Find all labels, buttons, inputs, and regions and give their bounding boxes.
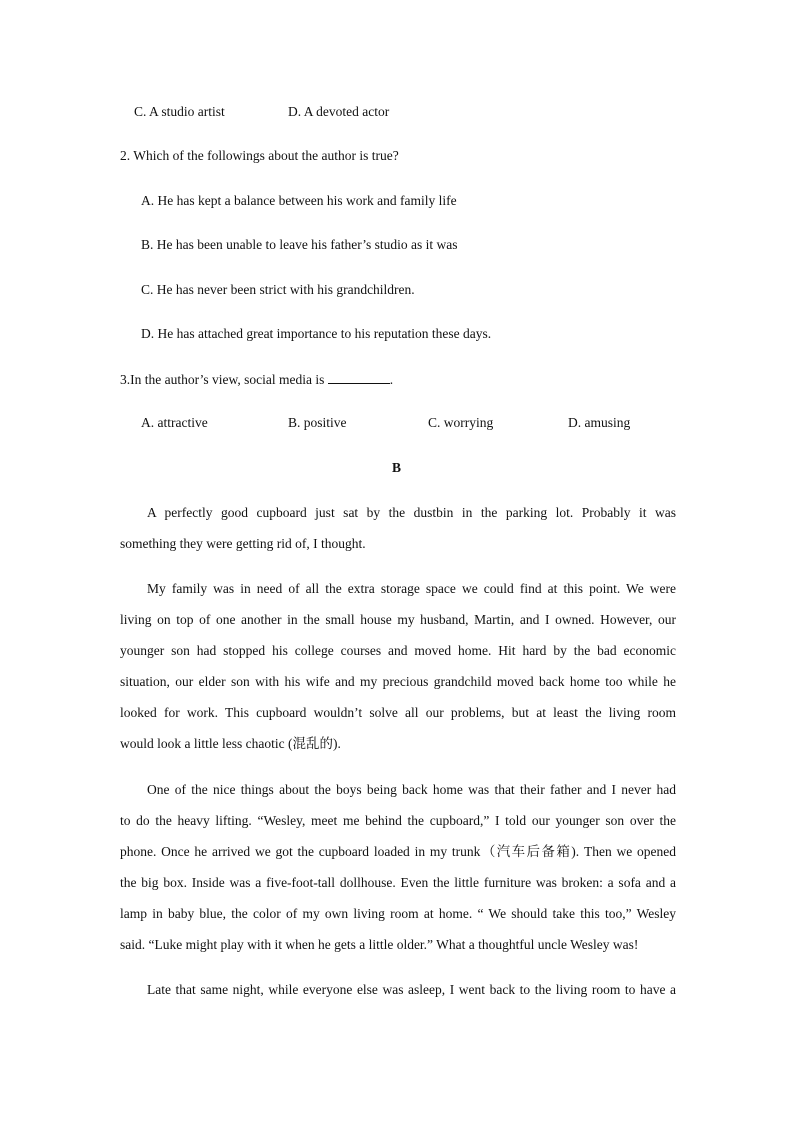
q3-option-d: D. amusing: [568, 415, 631, 430]
passage-line: something they were getting rid of, I thought.: [120, 536, 366, 551]
passage-line: phone. Once he arrived we got the cupboard loaded in my trunk（汽车后备箱). Then we opened: [120, 844, 676, 859]
q3-option-b: B. positive: [288, 415, 347, 430]
q2-option-d: D. He has attached great importance to his reputation these days.: [141, 326, 492, 341]
passage-line: would look a little less chaotic (混乱的).: [120, 736, 341, 751]
section-heading: B: [391, 460, 401, 475]
passage-line: said. “Luke might play with it when he gets a little older.” What a thoughtful uncle Wesley was!: [120, 937, 639, 952]
passage-line: the big box. Inside was a five-foot-tall dollhouse. Even the little furniture was broken: a sofa and a: [120, 875, 676, 890]
passage-line: My family was in need of all the extra storage space we could find at this point. We were: [147, 581, 676, 596]
passage-line: situation, our elder son with his wife and my precious grandchild moved back home too while he: [120, 674, 676, 689]
q3-stem-end: .: [389, 372, 394, 387]
q2-option-c: C. He has never been strict with his grandchildren.: [141, 282, 415, 297]
passage-paragraph-1: [120, 497, 676, 559]
passage-line: to do the heavy lifting. “Wesley, meet me behind the cupboard,” I told our younger son over the: [120, 813, 676, 828]
q1-option-d: D. A devoted actor: [288, 104, 390, 119]
passage-line: lamp in baby blue, the color of my own living room at home. “ We should take this too,” Wesley: [120, 906, 676, 921]
passage-line: looked for work. This cupboard wouldn’t solve all our problems, but at least the living room: [120, 705, 676, 720]
q3-option-a: A. attractive: [141, 415, 208, 430]
q1-option-c: C. A studio artist: [134, 104, 225, 119]
passage-paragraph-2: [120, 573, 676, 759]
passage-paragraph-4: [120, 974, 676, 1005]
q3-stem: [120, 371, 393, 388]
answer-blank: [328, 371, 390, 384]
q2-option-b: B. He has been unable to leave his father’s studio as it was: [141, 237, 458, 252]
q2-option-a: A. He has kept a balance between his work and family life: [141, 193, 457, 208]
passage-line: A perfectly good cupboard just sat by the dustbin in the parking lot. Probably it was: [147, 505, 676, 520]
passage-line: younger son had stopped his college courses and moved home. Hit hard by the bad economic: [120, 643, 676, 658]
passage-paragraph-3: [120, 774, 676, 960]
q3-stem-text: 3.In the author’s view, social media is: [120, 372, 328, 387]
passage-line: living on top of one another in the small house my husband, Martin, and I owned. However, our: [120, 612, 676, 627]
q2-stem: 2. Which of the followings about the author is true?: [120, 148, 399, 163]
passage-line: Late that same night, while everyone else was asleep, I went back to the living room to have a: [147, 982, 676, 997]
passage-line: One of the nice things about the boys being back home was that their father and I never had: [147, 782, 676, 797]
q3-option-c: C. worrying: [428, 415, 494, 430]
